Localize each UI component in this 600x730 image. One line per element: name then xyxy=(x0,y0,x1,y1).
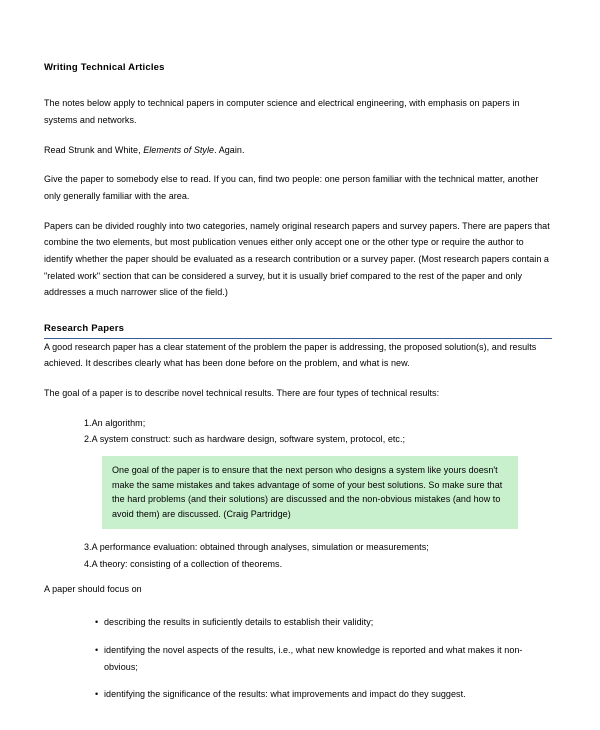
bullet-glyph: • xyxy=(95,644,99,655)
bullet-glyph: • xyxy=(95,617,99,628)
read-line-before: Read Strunk and White, xyxy=(44,144,144,155)
list-item xyxy=(95,686,552,703)
numbered-list-first xyxy=(44,415,552,448)
list-item-text: describing the results in suficiently details to establish their validity; xyxy=(104,617,374,628)
highlighted-quote-box xyxy=(102,456,518,529)
intro-paragraph-4: Papers can be divided roughly into two categories, namely original research papers and survey papers. There are papers that combine the two elements, but most publication venues either only accept one or the other type or require the author to identify whether the paper should be evaluated as a research contribution or a survey paper. (Most research papers contain a "related work" section that can be considered a survey, but it is usually brief compared to the rest of the paper and only addresses a much narrower slice of the field.) xyxy=(44,220,550,298)
bullet-list xyxy=(44,614,552,703)
list-item: 4.A theory: consisting of a collection of theorems. xyxy=(84,558,283,569)
list-item-text: identifying the novel aspects of the results, i.e., what new knowledge is reported and what makes it non-obvious; xyxy=(104,644,523,672)
intro-paragraph-2 xyxy=(44,142,552,159)
highlighted-quote-text: One goal of the paper is to ensure that the next person who designs a system like yours doesn't make the same mistakes and takes advantage of some of your best solutions. So make sure that the hard problems (and their solutions) are discussed and the non-obvious mistakes (and how to avoid them) are discussed. (Craig Partridge) xyxy=(112,465,503,519)
list-item xyxy=(95,614,552,631)
page-title: Writing Technical Articles xyxy=(44,62,165,73)
list-item-text: identifying the significance of the results: what improvements and impact do they suggest. xyxy=(104,689,466,700)
section-heading-research-papers: Research Papers xyxy=(44,323,552,339)
book-title-italic: Elements of Style xyxy=(143,144,215,155)
bullet-glyph: • xyxy=(95,689,99,700)
intro-paragraph-3: Give the paper to somebody else to read. If you can, find two people: one person familiar with the technical matter, another only generally familiar with the area. xyxy=(44,174,539,201)
intro-paragraph-1: The notes below apply to technical papers in computer science and electrical engineering, with emphasis on papers in systems and networks. xyxy=(44,98,520,126)
section-paragraph-2: The goal of a paper is to describe novel technical results. There are four types of technical results: xyxy=(44,388,440,399)
numbered-list-second xyxy=(44,539,552,572)
list-item: 1.An algorithm; xyxy=(84,417,146,428)
read-line-after: . Again. xyxy=(214,144,245,155)
list-item xyxy=(95,642,552,675)
section-paragraph-1: A good research paper has a clear statement of the problem the paper is addressing, the proposed solution(s), and results achieved. It describes clearly what has been done before on the problem, and what is new. xyxy=(44,341,537,369)
list-item: 2.A system construct: such as hardware design, software system, protocol, etc.; xyxy=(84,434,406,445)
list-item: 3.A performance evaluation: obtained through analyses, simulation or measurements; xyxy=(84,542,429,553)
focus-intro-paragraph: A paper should focus on xyxy=(44,583,142,594)
